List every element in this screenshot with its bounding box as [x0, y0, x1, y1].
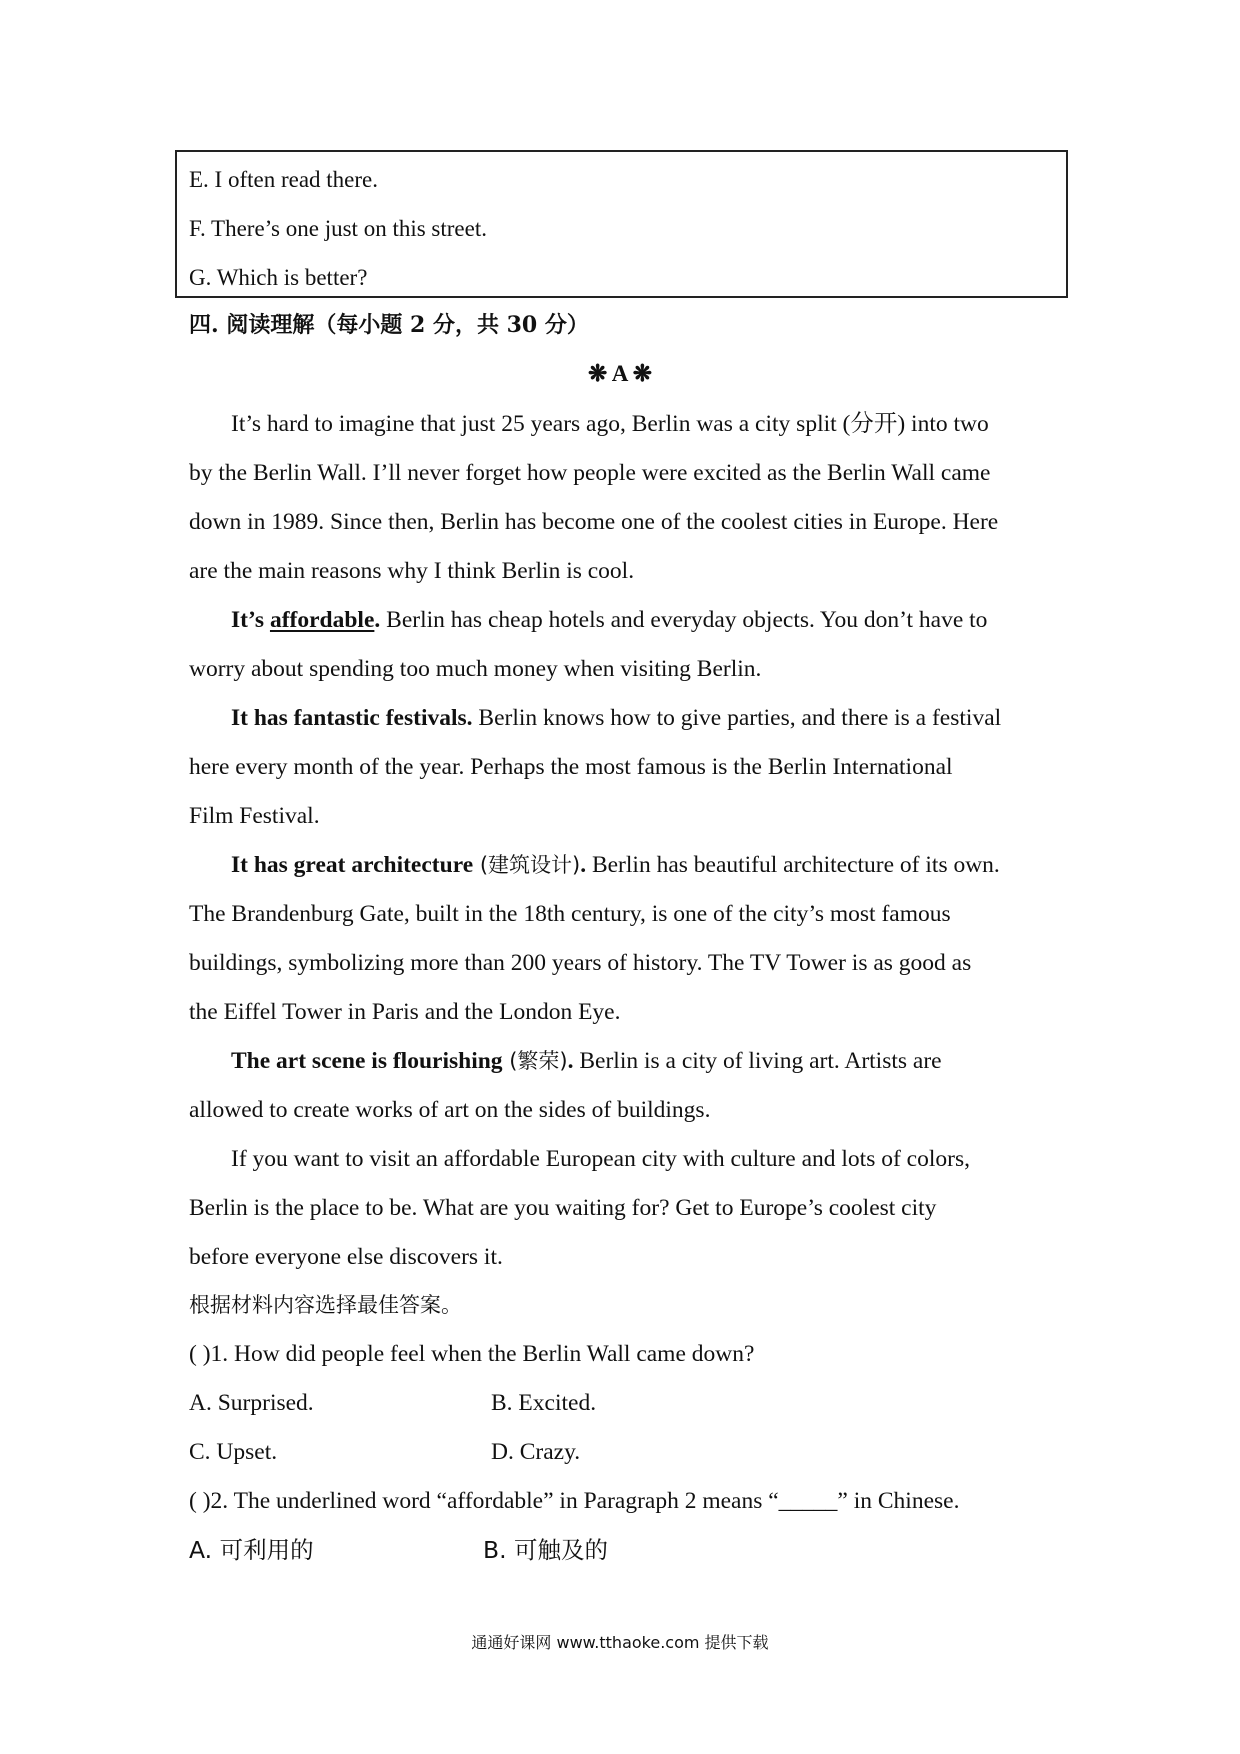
p2-line-1-rest: Berlin has cheap hotels and everyday objects. You don’t have to — [380, 607, 988, 633]
p6-line-2: Berlin is the place to be. What are you waiting for? Get to Europe’s coolest city — [189, 1195, 937, 1221]
question-2-stem: ( )2. The underlined word “affordable” in Paragraph 2 means “_____” in Chinese. — [189, 1488, 960, 1514]
p4-line-1-rest: Berlin has beautiful architecture of its own. — [586, 852, 1000, 878]
p6-line-1: If you want to visit an affordable European city with culture and lots of colors, — [231, 1146, 970, 1172]
q1-option-c: C. Upset. — [189, 1439, 278, 1465]
p4-lead: It has great architecture — [231, 852, 474, 878]
option-f: F. There’s one just on this street. — [189, 216, 487, 241]
p3-line-3: Film Festival. — [189, 803, 320, 829]
section-heading: 四. 阅读理解（每小题 2 分，共 30 分） — [189, 312, 589, 338]
p5-line-1 — [231, 1046, 942, 1076]
instruction: 根据材料内容选择最佳答案。 — [189, 1293, 462, 1317]
p4-gloss: (建筑设计) — [473, 853, 581, 877]
p5-lead-end: . — [567, 1048, 574, 1074]
p2-line-1 — [231, 605, 987, 635]
q2-option-a: A. 可利用的 — [189, 1536, 314, 1564]
p3-line-2: here every month of the year. Perhaps the most famous is the Berlin International — [189, 754, 953, 780]
p3-line-1-rest: Berlin knows how to give parties, and there is a festival — [472, 705, 1002, 731]
passage-label: ❋ A ❋ — [587, 361, 653, 386]
option-e: E. I often read there. — [189, 167, 379, 192]
p6-line-3: before everyone else discovers it. — [189, 1244, 503, 1270]
q1-option-a: A. Surprised. — [189, 1390, 314, 1416]
option-g: G. Which is better? — [189, 265, 368, 290]
p5-lead: The art scene is flourishing — [231, 1048, 503, 1074]
q1-option-b: B. Excited. — [491, 1390, 597, 1416]
footer-watermark: 通通好课网 www.tthaoke.com 提供下载 — [471, 1633, 769, 1652]
p3-lead: It has fantastic festivals. — [231, 705, 473, 731]
p2-lead-post: . — [374, 607, 381, 633]
p1-line-4: are the main reasons why I think Berlin is cool. — [189, 558, 635, 584]
p2-lead-pre: It’s — [231, 607, 270, 633]
p3-line-1 — [231, 703, 1001, 733]
p5-line-2: allowed to create works of art on the sides of buildings. — [189, 1097, 711, 1123]
q1-option-d: D. Crazy. — [491, 1439, 581, 1465]
p5-gloss: (繁荣) — [502, 1049, 568, 1073]
p4-line-2: The Brandenburg Gate, built in the 18th century, is one of the city’s most famous — [189, 901, 951, 927]
question-1-stem: ( )1. How did people feel when the Berlin Wall came down? — [189, 1341, 755, 1367]
p4-line-1 — [231, 850, 1000, 880]
p1-line-2: by the Berlin Wall. I’ll never forget how people were excited as the Berlin Wall came — [189, 460, 991, 486]
p4-line-4: the Eiffel Tower in Paris and the London Eye. — [189, 999, 621, 1025]
options-box — [175, 150, 1068, 298]
p4-lead-end: . — [580, 852, 587, 878]
q2-option-b: B. 可触及的 — [483, 1536, 609, 1564]
p4-line-3: buildings, symbolizing more than 200 years of history. The TV Tower is as good as — [189, 950, 972, 976]
p1-line-1: It’s hard to imagine that just 25 years ago, Berlin was a city split (分开) into two — [231, 411, 989, 437]
p5-line-1-rest: Berlin is a city of living art. Artists are — [573, 1048, 942, 1074]
p2-line-2: worry about spending too much money when visiting Berlin. — [189, 656, 762, 682]
p1-line-3: down in 1989. Since then, Berlin has become one of the coolest cities in Europe. Here — [189, 509, 999, 535]
underlined-word-affordable: affordable — [269, 607, 375, 633]
